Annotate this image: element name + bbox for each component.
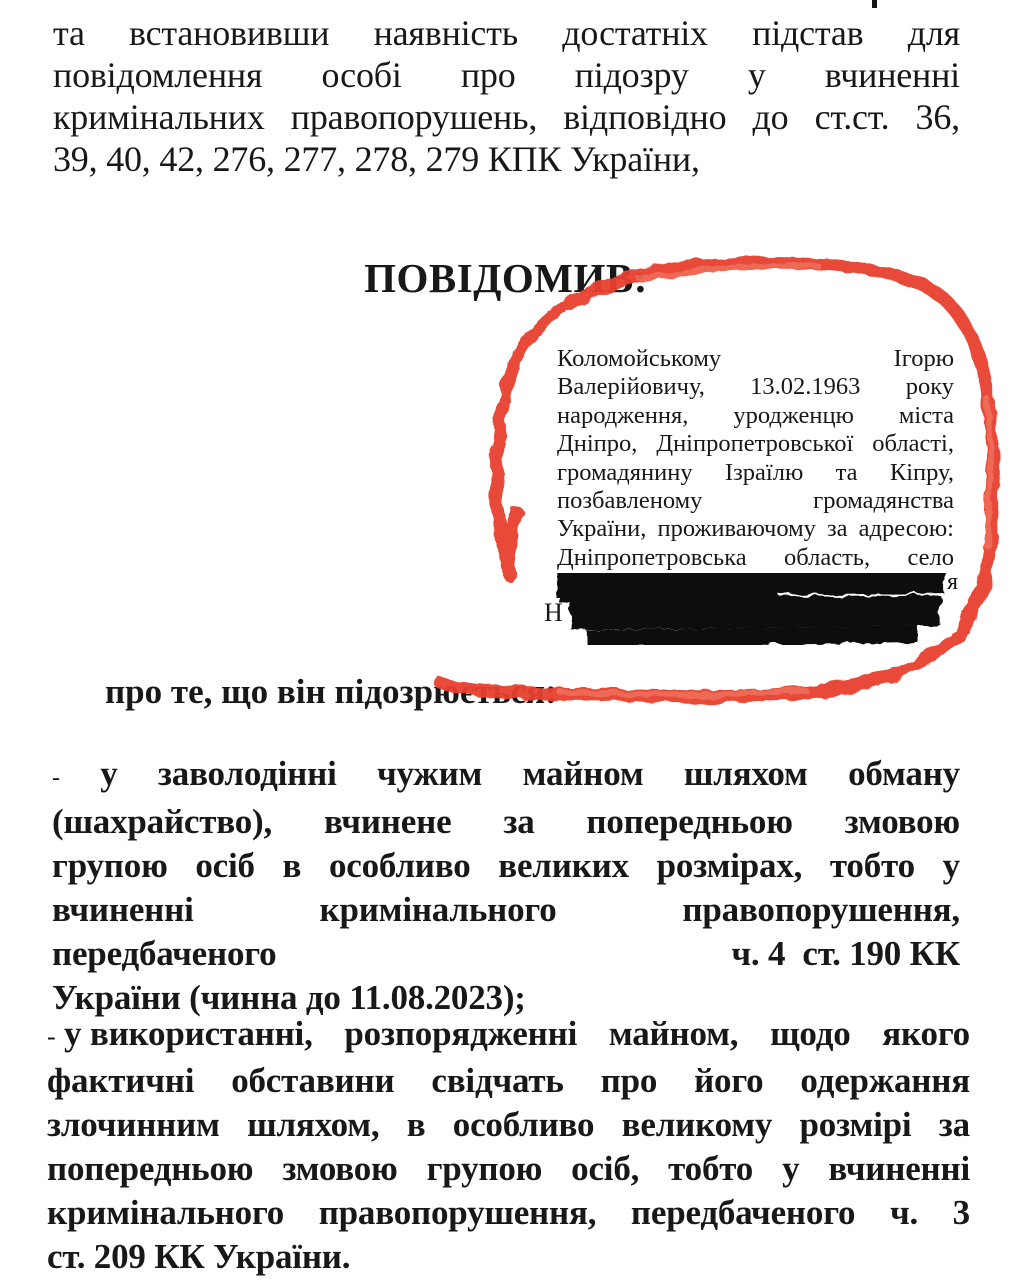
charge-paragraph-laundering bbox=[47, 1012, 970, 1279]
suspicion-intro-line: про те, що він підозрюється: bbox=[105, 672, 557, 711]
text-word: Валерійовичу, bbox=[557, 373, 705, 401]
text-line bbox=[47, 1012, 970, 1059]
text-line bbox=[557, 430, 954, 458]
redaction-marker-bars bbox=[556, 579, 944, 639]
text-word: 36, bbox=[915, 97, 960, 137]
text-word: правопорушення, bbox=[682, 890, 960, 929]
text-word: особливо bbox=[452, 1105, 595, 1144]
text-word: України, bbox=[557, 515, 647, 543]
text-word: 3 bbox=[952, 1193, 970, 1232]
text-line bbox=[47, 1103, 970, 1147]
text-word: розмірі bbox=[799, 1105, 912, 1144]
text-word: встановивши bbox=[129, 13, 330, 53]
text-word: передбаченого bbox=[630, 1193, 856, 1232]
text-word: чужим bbox=[377, 754, 483, 793]
text-line bbox=[557, 345, 954, 373]
text-line bbox=[53, 12, 960, 54]
text-word: до bbox=[752, 97, 789, 137]
text-word: громадянину bbox=[557, 458, 693, 486]
text-word: особливо bbox=[328, 846, 471, 885]
text-word: обставини bbox=[231, 1061, 395, 1100]
text-word: за bbox=[503, 802, 535, 841]
text-word: у bbox=[747, 55, 766, 95]
text-word: Ізраїлю bbox=[724, 458, 804, 486]
text-word: розмірах, bbox=[656, 846, 803, 885]
text-word: наявність bbox=[373, 13, 518, 53]
text-word: (шахрайство), bbox=[52, 802, 273, 841]
text-word: село bbox=[907, 543, 954, 571]
text-line: ст. 209 КК України. bbox=[47, 1237, 351, 1276]
text-word: майном, bbox=[608, 1014, 739, 1053]
text-word: обману bbox=[848, 754, 960, 793]
text-word: вчиненні bbox=[828, 1149, 970, 1188]
text-word: уродженцю bbox=[733, 401, 854, 429]
text-word: у bbox=[942, 846, 960, 885]
text-word: в bbox=[282, 846, 302, 885]
text-word: злочинним bbox=[47, 1105, 220, 1144]
text-line bbox=[47, 1191, 970, 1235]
text-word: достатніх bbox=[562, 13, 708, 53]
text-word: та bbox=[53, 13, 85, 53]
text-word: ч. bbox=[889, 1193, 919, 1232]
text-word: великих bbox=[498, 846, 629, 885]
text-word: правопорушень, bbox=[290, 97, 538, 137]
text-word: шляхом bbox=[683, 754, 808, 793]
text-word: в bbox=[406, 1105, 426, 1144]
text-line bbox=[52, 932, 960, 976]
text-word: вчиненні bbox=[824, 55, 960, 95]
text-word: осіб, bbox=[571, 1149, 640, 1188]
text-line bbox=[557, 373, 954, 401]
text-word: попередньою bbox=[47, 1149, 254, 1188]
text-line bbox=[557, 515, 954, 543]
redaction-peek-letter-right: я bbox=[947, 569, 959, 595]
text-line bbox=[557, 487, 954, 515]
text-line bbox=[52, 800, 960, 844]
text-word: Коломойському bbox=[557, 345, 722, 372]
text-word: великому bbox=[621, 1105, 773, 1144]
text-word: Кіпру, bbox=[889, 458, 954, 486]
text-word: підстав bbox=[752, 13, 864, 53]
text-word: майном bbox=[522, 754, 644, 793]
text-line: 39, 40, 42, 276, 277, 278, 279 КПК України, bbox=[53, 139, 700, 179]
text-word: Дніпропетровська bbox=[557, 543, 747, 571]
text-word: якого bbox=[882, 1014, 970, 1053]
text-line bbox=[53, 54, 960, 96]
text-word: свідчать bbox=[431, 1061, 564, 1100]
text-word: народження, bbox=[557, 401, 689, 429]
text-line bbox=[53, 96, 960, 138]
text-word: осіб bbox=[195, 846, 255, 885]
text-word: року bbox=[905, 373, 954, 401]
text-word: фактичні bbox=[47, 1061, 195, 1100]
text-word: 13.02.1963 bbox=[750, 373, 861, 401]
text-word: особі bbox=[321, 55, 402, 95]
text-word: підозру bbox=[574, 55, 689, 95]
text-word: - bbox=[52, 765, 60, 791]
text-word: змовою bbox=[844, 802, 960, 841]
text-word: правопорушення, bbox=[318, 1193, 597, 1232]
text-word: ч. 4 ст. 190 КК bbox=[731, 934, 960, 973]
text-word: ст.ст. bbox=[814, 97, 890, 137]
text-word: групою bbox=[426, 1149, 543, 1188]
text-word: шляхом, bbox=[247, 1105, 380, 1144]
text-line: України (чинна до 11.08.2023); bbox=[52, 978, 526, 1017]
text-word: кримінального bbox=[47, 1193, 285, 1232]
intro-paragraph bbox=[53, 12, 960, 180]
text-word: Дніпропетровської bbox=[656, 430, 854, 458]
text-word: Дніпро, bbox=[557, 430, 638, 458]
text-word: про bbox=[460, 55, 516, 95]
text-word: тобто bbox=[829, 846, 915, 885]
text-line bbox=[52, 752, 960, 800]
text-word: повідомлення bbox=[53, 55, 263, 95]
text-word: розпорядженні bbox=[344, 1014, 578, 1053]
redaction-peek-letter-left: Н bbox=[544, 598, 563, 627]
text-word: його bbox=[694, 1061, 764, 1100]
text-word: Ігорю bbox=[893, 345, 954, 372]
text-line bbox=[52, 844, 960, 888]
text-word: для bbox=[907, 13, 960, 53]
text-word: щодо bbox=[770, 1014, 851, 1053]
text-word: за bbox=[938, 1105, 970, 1144]
text-word: про bbox=[600, 1061, 658, 1100]
text-word: у bbox=[100, 754, 118, 793]
text-word: громадянства bbox=[813, 487, 954, 515]
text-word: адресою: bbox=[858, 515, 954, 543]
text-line bbox=[557, 459, 954, 487]
text-word: позбавленому bbox=[557, 487, 703, 515]
text-line bbox=[557, 402, 954, 430]
suspect-identification-block bbox=[557, 345, 954, 572]
text-word: попередньою bbox=[586, 802, 793, 841]
text-word: - у використанні, bbox=[47, 1014, 313, 1053]
text-word: у bbox=[782, 1149, 800, 1188]
text-word: кримінального bbox=[319, 890, 557, 929]
text-line bbox=[47, 1147, 970, 1191]
text-word: кримінальних bbox=[53, 97, 265, 137]
text-word: одержання bbox=[800, 1061, 970, 1100]
text-word: за bbox=[826, 515, 848, 543]
text-word: вчиненні bbox=[52, 890, 194, 929]
text-word: та bbox=[835, 458, 858, 486]
text-word: групою bbox=[52, 846, 168, 885]
cropped-previous-line-fragment bbox=[872, 0, 877, 8]
text-word: міста bbox=[898, 401, 954, 429]
text-word: відповідно bbox=[563, 97, 727, 137]
charge-paragraph-fraud bbox=[52, 752, 960, 1020]
text-word: заволодінні bbox=[157, 754, 337, 793]
text-line bbox=[47, 1059, 970, 1103]
text-word: області, bbox=[872, 430, 954, 458]
text-line bbox=[557, 544, 954, 572]
text-word: тобто bbox=[668, 1149, 754, 1188]
text-word: вчинене bbox=[323, 802, 452, 841]
text-word: область, bbox=[784, 543, 871, 571]
text-word: змовою bbox=[282, 1149, 398, 1188]
notification-heading: ПОВІДОМИВ: bbox=[364, 255, 648, 301]
text-word: проживаючому bbox=[657, 515, 816, 543]
text-line bbox=[52, 888, 960, 932]
text-word: передбаченого bbox=[52, 934, 277, 973]
